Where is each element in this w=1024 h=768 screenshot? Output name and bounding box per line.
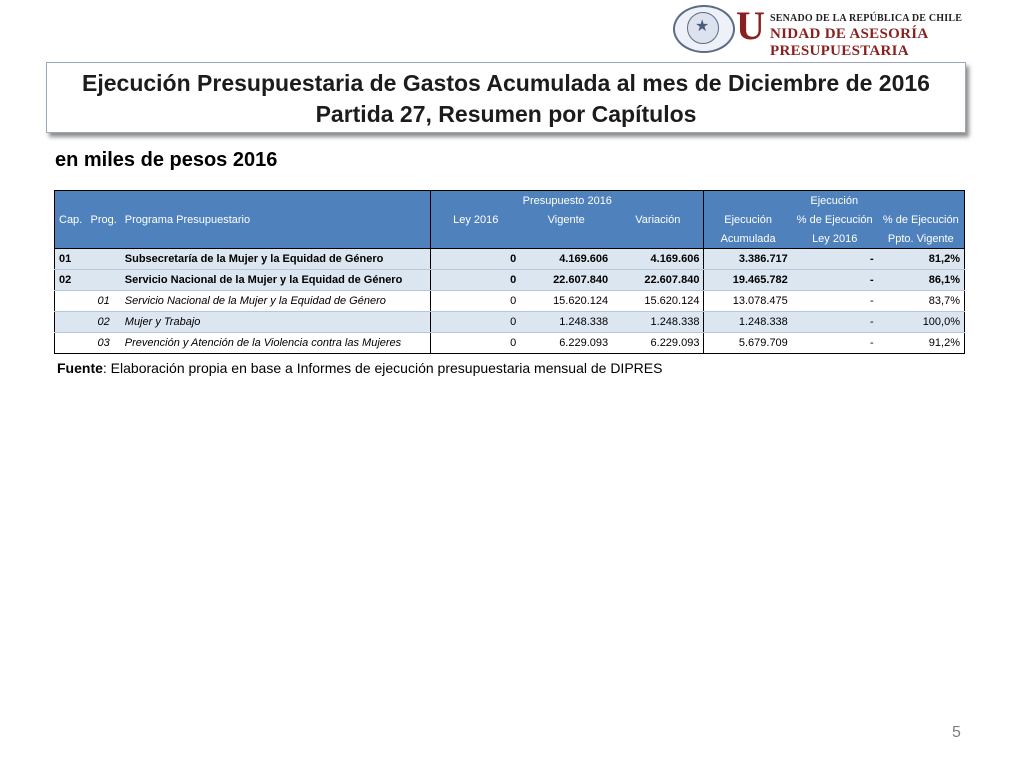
col-ley: Ley 2016 (431, 210, 521, 229)
seal-icon: ★ (672, 4, 734, 52)
senado-logo (672, 3, 1017, 59)
col-pct-vigente: % de Ejecución (878, 210, 965, 229)
col-programa: Programa Presupuestario (121, 210, 431, 229)
title-line-2: Partida 27, Resumen por Capítulos (315, 101, 697, 127)
col-vigente: Vigente (520, 210, 612, 229)
unidad-label: NIDAD DE ASESORÍA PRESUPUESTARIA (770, 26, 928, 59)
source-note (57, 360, 662, 376)
budget-table (54, 190, 965, 354)
col-ejecucion-acumulada-2: Acumulada (704, 229, 792, 249)
col-pct-ley-2: Ley 2016 (792, 229, 878, 249)
col-cap: Cap. (55, 210, 87, 229)
page-number: 5 (952, 724, 961, 741)
source-text: : Elaboración propia en base a Informes de ejecución presupuestaria mensual de DIPRES (102, 360, 663, 376)
table-row: 02 Servicio Nacional de la Mujer y la Equidad de Género 0 22.607.840 22.607.840 19.465.782 - 86,1% (55, 270, 965, 291)
col-prog: Prog. (86, 210, 120, 229)
header-presupuesto: Presupuesto 2016 (431, 191, 704, 211)
senado-label: SENADO DE LA REPÚBLICA DE CHILE (770, 13, 963, 24)
table-row: 03 Prevención y Atención de la Violencia contra las Mujeres 0 6.229.093 6.229.093 5.679.709 - 91,2% (55, 333, 965, 354)
col-pct-ley: % de Ejecución (792, 210, 878, 229)
subtitle: en miles de pesos 2016 (55, 149, 278, 171)
col-pct-vigente-2: Ppto. Vigente (878, 229, 965, 249)
header-blank (55, 191, 431, 211)
table-row: 02 Mujer y Trabajo 0 1.248.338 1.248.338 1.248.338 - 100,0% (55, 312, 965, 333)
source-label: Fuente (57, 360, 103, 376)
table-row: 01 Servicio Nacional de la Mujer y la Equidad de Género 0 15.620.124 15.620.124 13.078.475 - 83,7% (55, 291, 965, 312)
title-box (46, 62, 966, 133)
col-ejecucion-acumulada: Ejecución (704, 210, 792, 229)
logo-initial: U (736, 3, 765, 48)
header-ejecucion: Ejecución (704, 191, 965, 211)
col-variacion: Variación (612, 210, 704, 229)
table-row: 01 Subsecretaría de la Mujer y la Equidad de Género 0 4.169.606 4.169.606 3.386.717 - 81,2% (55, 249, 965, 270)
title-line-1: Ejecución Presupuestaria de Gastos Acumulada al mes de Diciembre de 2016 (82, 70, 930, 96)
